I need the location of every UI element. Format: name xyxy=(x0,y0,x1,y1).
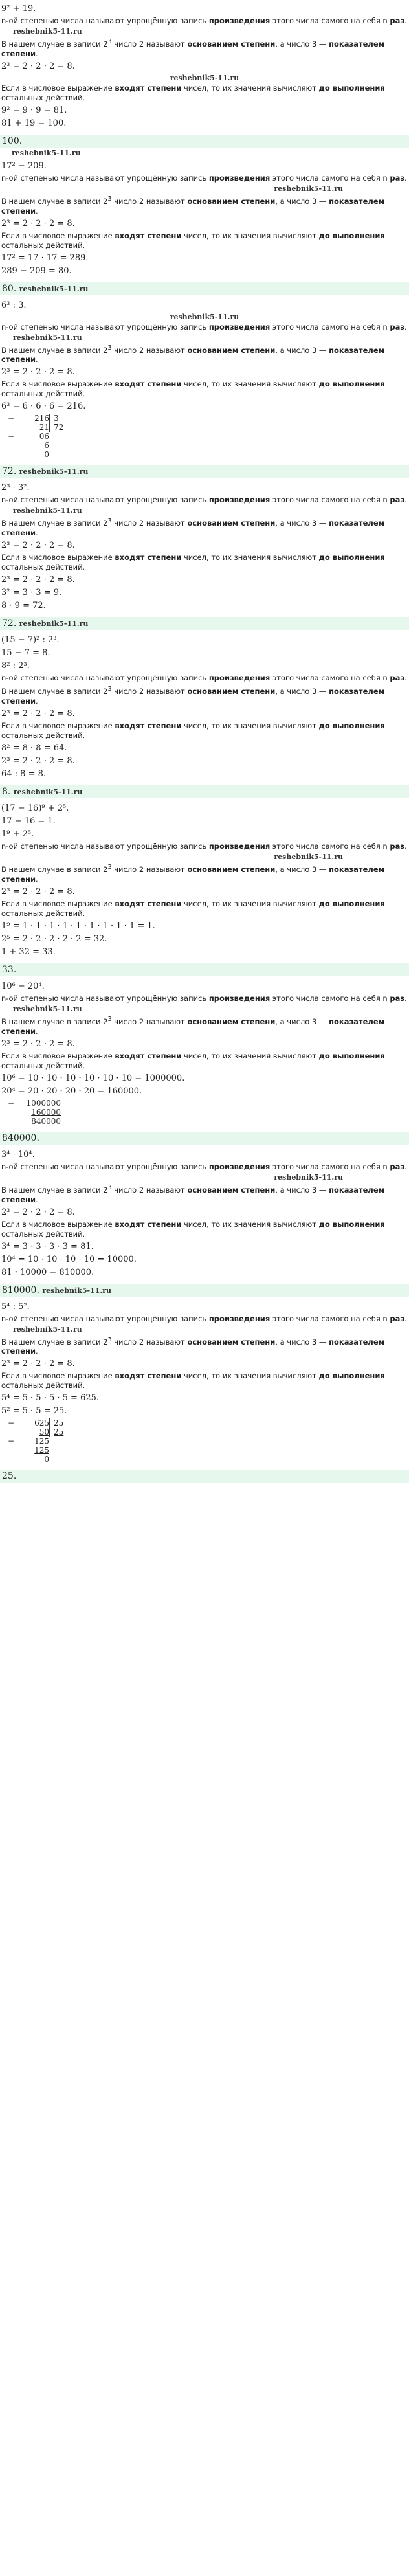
expression: 17² − 209. xyxy=(1,161,47,171)
calc: 15 − 7 = 8. xyxy=(1,648,50,658)
example: 2³ = 2 · 2 · 2 = 8. xyxy=(1,1359,75,1369)
solution-2 xyxy=(0,157,409,281)
expression: (17 − 16)⁹ + 2⁵. xyxy=(1,803,69,814)
example: 2³ = 2 · 2 · 2 = 8. xyxy=(1,886,75,897)
example: 2³ = 2 · 2 · 2 = 8. xyxy=(1,1207,75,1217)
watermark: reshebnik5-11.ru xyxy=(274,853,343,862)
watermark: reshebnik5-11.ru xyxy=(13,1004,82,1013)
calc: 10⁶ = 10 · 10 · 10 · 10 · 10 · 10 = 1000000. xyxy=(1,1073,185,1083)
long-division: − 216 3 21 72 − 06 6 0 xyxy=(8,414,408,459)
rule: Если в числовое выражение входят степени чисел, то их значения вычисляют до выполнения остальных действий. xyxy=(1,83,385,102)
watermark: reshebnik5-11.ru xyxy=(13,333,82,342)
watermark: reshebnik5-11.ru xyxy=(170,312,239,321)
long-division: − 625 25 50 25 − 125 125 0 xyxy=(8,1418,408,1464)
answer-1: 100. xyxy=(0,135,409,148)
definition-base: В нашем случае в записи $2^3$ число 2 называют основанием степени, а число 3 — показателем степени. xyxy=(1,864,385,884)
calc: 1⁹ = 1 · 1 · 1 · 1 · 1 · 1 · 1 · 1 · 1 = 1. xyxy=(1,921,155,931)
watermark: reshebnik5-11.ru xyxy=(12,148,81,157)
definition: n-ой степенью числа называют упрощённую запись произведения этого числа самого на себя n раз. xyxy=(1,842,407,851)
calc: 2³ = 2 · 2 · 2 = 8. xyxy=(1,756,75,767)
definition-base: В нашем случае в записи $2^3$ число 2 называют основанием степени, а число 3 — показателем степени. xyxy=(1,1183,385,1204)
definition: n-ой степенью числа называют упрощённую запись произведения этого числа самого на себя n раз. xyxy=(1,16,407,25)
expression: 10⁶ − 20⁴. xyxy=(1,981,45,991)
definition-base: В нашем случае в записи $2^3$ число 2 называют основанием степени, а число 3 — показателем степени. xyxy=(1,344,385,364)
calc: 9² = 9 · 9 = 81. xyxy=(1,105,67,115)
answer-5: 8. reshebnik5-11.ru xyxy=(0,785,409,798)
definition-base: В нашем случае в записи $2^3$ число 2 называют основанием степени, а число 3 — показателем степени. xyxy=(1,38,385,58)
rule: Если в числовое выражение входят степени чисел, то их значения вычисляют до выполнения остальных действий. xyxy=(1,899,385,918)
answer-9: 25. xyxy=(0,1470,409,1483)
watermark: reshebnik5-11.ru xyxy=(19,620,89,629)
calc: 81 · 10000 = 810000. xyxy=(1,1267,94,1277)
definition: n-ой степенью числа называют упрощённую запись произведения этого числа самого на себя n раз. xyxy=(1,1314,407,1323)
calc: 64 : 8 = 8. xyxy=(1,769,47,779)
answer-4: 72. reshebnik5-11.ru xyxy=(0,617,409,630)
solution-6 xyxy=(0,800,409,962)
expression: 5⁴ : 5². xyxy=(1,1301,30,1312)
answer-2: 80. reshebnik5-11.ru xyxy=(0,282,409,295)
rule: Если в числовое выражение входят степени чисел, то их значения вычисляют до выполнения остальных действий. xyxy=(1,553,385,572)
rule: Если в числовое выражение входят степени чисел, то их значения вычисляют до выполнения остальных действий. xyxy=(1,379,385,399)
solution-7 xyxy=(0,978,409,1130)
rule: Если в числовое выражение входят степени чисел, то их значения вычисляют до выполнения остальных действий. xyxy=(1,1219,385,1238)
calc: 2³ = 2 · 2 · 2 = 8. xyxy=(1,575,75,585)
calc: 1 + 32 = 33. xyxy=(1,946,56,957)
definition: n-ой степенью числа называют упрощённую запись произведения этого числа самого на себя n раз. xyxy=(1,322,407,331)
solution-4 xyxy=(0,479,409,616)
calc: 2⁵ = 2 · 2 · 2 · 2 · 2 = 32. xyxy=(1,934,107,944)
definition-base: В нашем случае в записи $2^3$ число 2 называют основанием степени, а число 3 — показателем степени. xyxy=(1,686,385,706)
example: 2³ = 2 · 2 · 2 = 8. xyxy=(1,1038,75,1049)
example: 2³ = 2 · 2 · 2 = 8. xyxy=(1,218,75,229)
solution-5 xyxy=(0,631,409,784)
expression: 6³ : 3. xyxy=(1,300,27,310)
calc: 3² = 3 · 3 = 9. xyxy=(1,588,62,598)
answer-6: 33. xyxy=(0,963,409,976)
example: 2³ = 2 · 2 · 2 = 8. xyxy=(1,61,75,71)
expression: 9² + 19. xyxy=(1,4,36,14)
definition-base: В нашем случае в записи $2^3$ число 2 называют основанием степени, а число 3 — показателем степени. xyxy=(1,517,385,538)
example: 2³ = 2 · 2 · 2 = 8. xyxy=(1,709,75,719)
example: 2³ = 2 · 2 · 2 = 8. xyxy=(1,367,75,377)
definition: n-ой степенью числа называют упрощённую запись произведения этого числа самого на себя n раз. xyxy=(1,173,407,183)
expression: 2³ · 3². xyxy=(1,483,30,493)
calc: 8² : 2³. xyxy=(1,661,30,671)
watermark: reshebnik5-11.ru xyxy=(42,1286,111,1295)
watermark: reshebnik5-11.ru xyxy=(13,27,82,36)
definition: n-ой степенью числа называют упрощённую запись произведения этого числа самого на себя n раз. xyxy=(1,495,407,505)
rule: Если в числовое выражение входят степени чисел, то их значения вычисляют до выполнения остальных действий. xyxy=(1,1051,385,1070)
solution-8 xyxy=(0,1146,409,1282)
calc: 8² = 8 · 8 = 64. xyxy=(1,743,67,754)
watermark: reshebnik5-11.ru xyxy=(13,1325,82,1334)
calc: 20⁴ = 20 · 20 · 20 · 20 = 160000. xyxy=(1,1086,142,1096)
answer-8: 810000. reshebnik5-11.ru xyxy=(0,1284,409,1297)
column-subtraction: − 1000000 160000 840000 xyxy=(8,1098,61,1126)
expression: (15 − 7)² : 2³. xyxy=(1,635,60,645)
solution-9 xyxy=(0,1298,409,1469)
watermark: reshebnik5-11.ru xyxy=(274,1172,343,1182)
watermark: reshebnik5-11.ru xyxy=(274,184,343,193)
definition: n-ой степенью числа называют упрощённую запись произведения этого числа самого на себя n раз. xyxy=(1,993,407,1003)
definition-base: В нашем случае в записи $2^3$ число 2 называют основанием степени, а число 3 — показателем степени. xyxy=(1,195,385,216)
calc: 289 − 209 = 80. xyxy=(1,265,72,276)
calc: 5⁴ = 5 · 5 · 5 · 5 = 625. xyxy=(1,1393,100,1404)
calc: 6³ = 6 · 6 · 6 = 216. xyxy=(1,401,86,412)
answer-3: 72. reshebnik5-11.ru xyxy=(0,465,409,478)
example: 2³ = 2 · 2 · 2 = 8. xyxy=(1,541,75,551)
solution-1 xyxy=(0,0,409,133)
rule: Если в числовое выражение входят степени чисел, то их значения вычисляют до выполнения остальных действий. xyxy=(1,230,385,250)
calc: 17² = 17 · 17 = 289. xyxy=(1,252,89,263)
rule: Если в числовое выражение входят степени чисел, то их значения вычисляют до выполнения остальных действий. xyxy=(1,721,385,741)
definition: n-ой степенью числа называют упрощённую запись произведения этого числа самого на себя n раз. xyxy=(1,1161,407,1171)
watermark: reshebnik5-11.ru xyxy=(13,506,82,515)
definition: n-ой степенью числа называют упрощённую запись произведения этого числа самого на себя n раз. xyxy=(1,673,407,683)
calc: 1⁹ + 2⁵. xyxy=(1,829,34,840)
solution-3 xyxy=(0,297,409,464)
rule: Если в числовое выражение входят степени чисел, то их значения вычисляют до выполнения остальных действий. xyxy=(1,1371,385,1391)
watermark: reshebnik5-11.ru xyxy=(19,284,89,293)
definition-base: В нашем случае в записи $2^3$ число 2 называют основанием степени, а число 3 — показателем степени. xyxy=(1,1015,385,1036)
watermark: reshebnik5-11.ru xyxy=(170,73,239,82)
expression: 3⁴ · 10⁴. xyxy=(1,1149,35,1159)
watermark: reshebnik5-11.ru xyxy=(13,788,83,797)
answer-7: 840000. xyxy=(0,1132,409,1145)
definition-base: В нашем случае в записи $2^3$ число 2 называют основанием степени, а число 3 — показателем степени. xyxy=(1,1336,385,1356)
calc: 10⁴ = 10 · 10 · 10 · 10 = 10000. xyxy=(1,1254,137,1264)
watermark: reshebnik5-11.ru xyxy=(19,467,89,476)
calc: 5² = 5 · 5 = 25. xyxy=(1,1406,67,1417)
calc: 3⁴ = 3 · 3 · 3 · 3 = 81. xyxy=(1,1241,94,1251)
calc: 17 − 16 = 1. xyxy=(1,816,56,827)
calc: 81 + 19 = 100. xyxy=(1,118,67,128)
calc: 8 · 9 = 72. xyxy=(1,601,46,611)
